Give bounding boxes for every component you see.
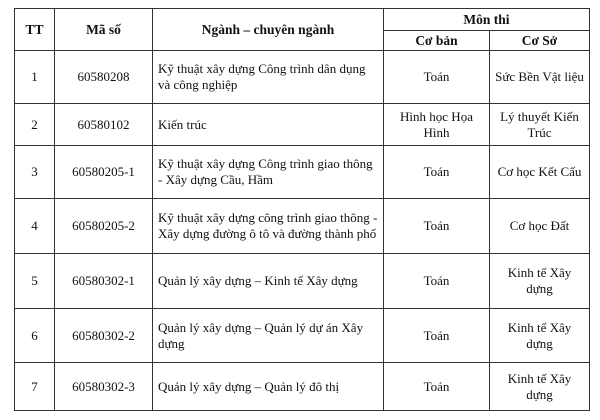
row-basic-subject: Toán bbox=[384, 146, 490, 199]
table-row bbox=[15, 104, 590, 146]
row-basic-subject: Toán bbox=[384, 309, 490, 363]
row-major: Kiến trúc bbox=[153, 104, 384, 146]
row-major: Quản lý xây dựng – Quản lý đô thị bbox=[153, 363, 384, 411]
row-code: 60580205-2 bbox=[55, 199, 153, 254]
row-base-subject: Kinh tế Xây dựng bbox=[490, 254, 590, 309]
row-code: 60580302-2 bbox=[55, 309, 153, 363]
row-basic-subject: Toán bbox=[384, 254, 490, 309]
row-code: 60580302-3 bbox=[55, 363, 153, 411]
row-basic-subject: Toán bbox=[384, 199, 490, 254]
header-basic: Cơ bản bbox=[384, 31, 490, 51]
row-basic-subject: Toán bbox=[384, 51, 490, 104]
header-code: Mã số bbox=[55, 9, 153, 51]
row-major: Quản lý xây dựng – Quản lý dự án Xây dựng bbox=[153, 309, 384, 363]
header-major: Ngành – chuyên ngành bbox=[153, 9, 384, 51]
row-number: 4 bbox=[15, 199, 55, 254]
table-row bbox=[15, 309, 590, 363]
row-basic-subject: Toán bbox=[384, 363, 490, 411]
row-base-subject: Cơ học Đất bbox=[490, 199, 590, 254]
row-number: 1 bbox=[15, 51, 55, 104]
table-row bbox=[15, 363, 590, 411]
table-row bbox=[15, 51, 590, 104]
row-code: 60580302-1 bbox=[55, 254, 153, 309]
table-row bbox=[15, 146, 590, 199]
row-number: 7 bbox=[15, 363, 55, 411]
row-number: 3 bbox=[15, 146, 55, 199]
row-base-subject: Lý thuyết Kiến Trúc bbox=[490, 104, 590, 146]
row-code: 60580205-1 bbox=[55, 146, 153, 199]
row-base-subject: Cơ học Kết Cấu bbox=[490, 146, 590, 199]
header-base: Cơ Sở bbox=[490, 31, 590, 51]
table-row bbox=[15, 254, 590, 309]
row-base-subject: Kinh tế Xây dựng bbox=[490, 309, 590, 363]
row-major: Kỹ thuật xây dựng Công trình dân dụng và công nghiệp bbox=[153, 51, 384, 104]
row-base-subject: Sức Bền Vật liệu bbox=[490, 51, 590, 104]
row-base-subject: Kinh tế Xây dựng bbox=[490, 363, 590, 411]
header-tt: TT bbox=[15, 9, 55, 51]
row-basic-subject: Hình học Họa Hình bbox=[384, 104, 490, 146]
row-number: 2 bbox=[15, 104, 55, 146]
header-row bbox=[15, 9, 590, 31]
row-major: Kỹ thuật xây dựng công trình giao thông - Xây dựng đường ô tô và đường thành phố bbox=[153, 199, 384, 254]
row-number: 6 bbox=[15, 309, 55, 363]
row-major: Quản lý xây dựng – Kinh tế Xây dựng bbox=[153, 254, 384, 309]
exam-subjects-table bbox=[14, 8, 590, 411]
row-code: 60580102 bbox=[55, 104, 153, 146]
row-code: 60580208 bbox=[55, 51, 153, 104]
row-number: 5 bbox=[15, 254, 55, 309]
row-major: Kỹ thuật xây dựng Công trình giao thông - Xây dựng Cầu, Hầm bbox=[153, 146, 384, 199]
header-exam: Môn thi bbox=[384, 9, 590, 31]
table-row bbox=[15, 199, 590, 254]
